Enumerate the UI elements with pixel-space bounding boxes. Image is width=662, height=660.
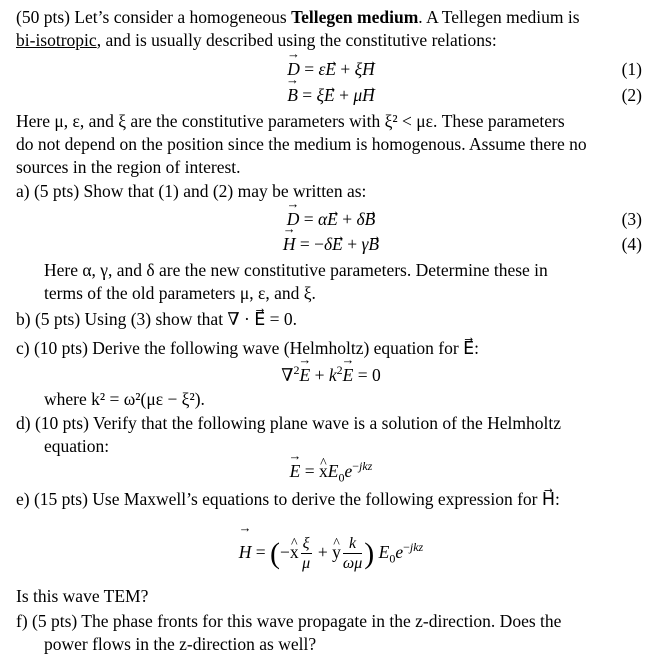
part-c-line-1: c) (10 pts) Derive the following wave (Helmholtz) equation for E⃗:: [16, 338, 479, 358]
part-c-where: where k² = ω²(με − ξ²).: [44, 389, 205, 409]
intro-text: (50 pts) Let’s consider a homogeneous: [16, 7, 292, 27]
part-f-line-2: power flows in the z-direction as well?: [44, 634, 317, 654]
part-e-question: Is this wave TEM?: [16, 586, 149, 606]
equation-2: → B = ξE⃗ + μH: [0, 84, 662, 107]
intro-line-5: sources in the region of interest.: [16, 157, 241, 177]
part-a-line-2: Here α, γ, and δ are the new constitutive parameters. Determine these in: [44, 260, 548, 280]
part-b-line-1: b) (5 pts) Using (3) show that ∇ · E⃗ = 0.: [16, 309, 298, 329]
intro-line-1: [16, 6, 580, 29]
h-field-equation: → H = (−^ x $\frac{\xi}{\mu}$ + ^ y $\frac{k}{\omega\mu}$ ) $E_0e^{-jkz}$: [0, 532, 662, 574]
part-e-line-1: e) (15 pts) Use Maxwell’s equations to derive the following expression for H⃗:: [16, 489, 560, 509]
part-a-line-1: a) (5 pts) Show that (1) and (2) may be written as:: [16, 181, 367, 201]
equation-1-number: (1): [621, 59, 642, 79]
part-f-line-1: f) (5 pts) The phase fronts for this wave propagate in the z-direction. Does the: [16, 611, 562, 631]
part-d-line-1: d) (10 pts) Verify that the following plane wave is a solution of the Helmholtz: [16, 413, 561, 433]
intro-line-4: do not depend on the position since the medium is homogenous. Assume there no: [16, 134, 587, 154]
plane-wave-equation: → E = ^ $xE_0e^{-jkz}$: [0, 460, 662, 483]
bi-isotropic-term: bi-isotropic: [16, 30, 97, 50]
equation-4-number: (4): [621, 234, 642, 254]
equation-4: → H = −δE⃗ + γB: [0, 233, 662, 256]
equation-2-number: (2): [621, 85, 642, 105]
tellegen-medium-term: Tellegen medium: [291, 7, 419, 27]
equation-3-number: (3): [621, 209, 642, 229]
intro-line-2: [16, 29, 497, 52]
intro-text-cont: . A Tellegen medium is: [418, 7, 580, 27]
helmholtz-equation: $\nabla^2\to E + k^2\to E = 0$: [0, 364, 662, 387]
intro-text-2: , and is usually described using the constitutive relations:: [96, 30, 497, 50]
part-d-line-2: equation:: [44, 436, 110, 456]
part-a-line-3: terms of the old parameters μ, ε, and ξ.: [44, 283, 316, 303]
intro-line-3: Here μ, ε, and ξ are the constitutive parameters with ξ² < με. These parameters: [16, 111, 565, 131]
equation-1: → D = εE⃗ + ξH: [0, 58, 662, 81]
equation-3: → D = αE⃗ + δB: [0, 208, 662, 231]
